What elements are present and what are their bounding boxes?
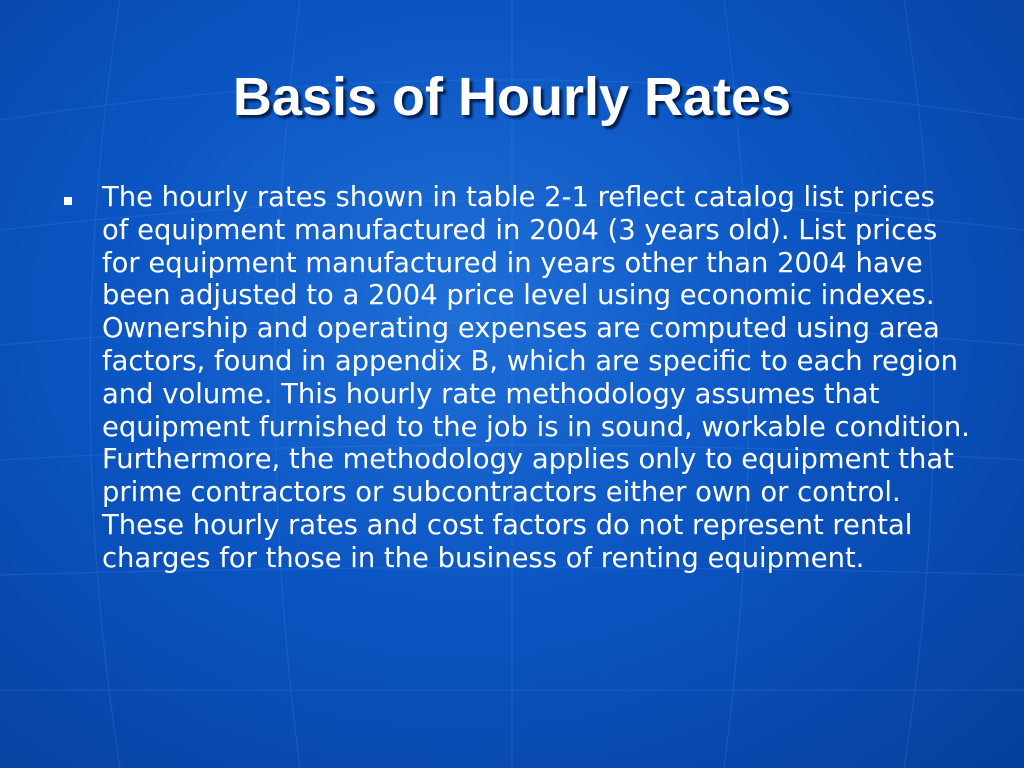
- square-bullet-icon: [64, 197, 72, 205]
- slide-title: Basis of Hourly Rates: [232, 67, 792, 127]
- slide-body: [60, 182, 970, 576]
- bullet-item: [60, 182, 970, 576]
- bullet-text: The hourly rates shown in table 2-1 reflect catalog list prices of equipment manufactured in 2004 (3 years old). List prices for equipment manufactured in years other than 2004 have been adjusted to a 2004 price level using economic indexes. Ownership and operating expenses are computed using area factors, found in appendix B, which are specific to each region and volume. This hourly rate methodology assumes that equipment furnished to the job is in sound, workable condition. Furthermore, the methodology applies only to equipment that prime contractors or subcontractors either own or control. These hourly rates and cost factors do not represent rental charges for those in the business of renting equipment.: [102, 182, 970, 574]
